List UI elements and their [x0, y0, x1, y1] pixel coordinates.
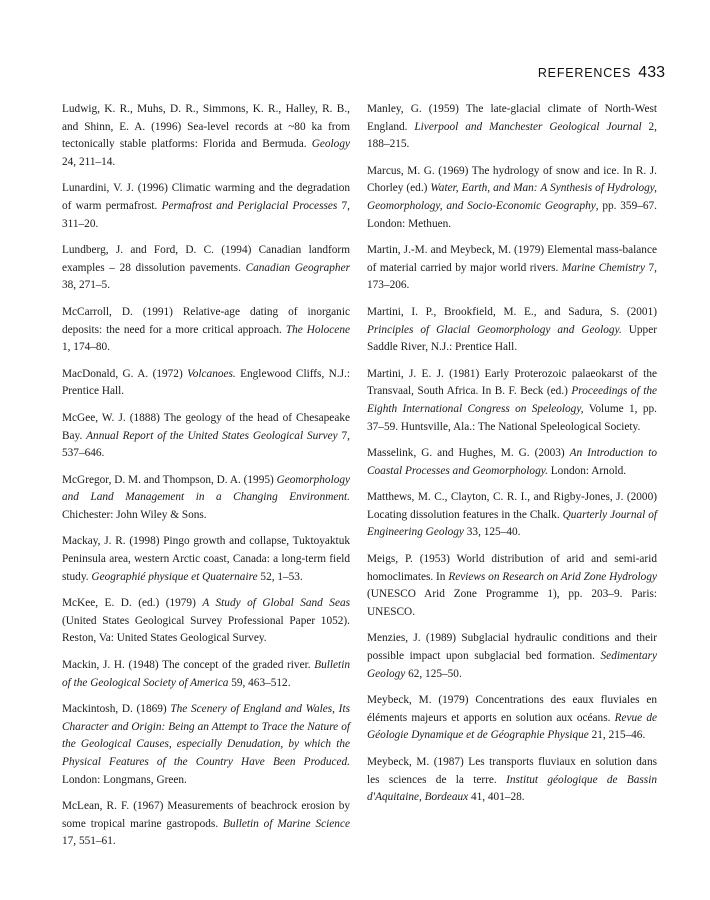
- reference-entry: [367, 163, 657, 233]
- reference-text: Mackay, J. R. (1998) Pingo growth and collapse, Tuktoyaktuk Peninsula area, western Arctic coast, Canada: a long-term field study.: [62, 535, 350, 583]
- page-number: 433: [638, 64, 665, 81]
- reference-text: McCarroll, D. (1991) Relative-age dating of inorganic deposits: the need for a more critical approach.: [62, 305, 350, 336]
- reference-text: Manley, G. (1959) The late-glacial climate of North-West England.: [367, 103, 657, 133]
- reference-text: 1, 174–80.: [62, 341, 111, 354]
- reference-text: Mackintosh, D. (1869): [62, 703, 171, 716]
- reference-title: Principles of Glacial Geomorphology and Geology.: [367, 323, 622, 336]
- reference-text: Meigs, P. (1953) World distribution of arid and semi-arid homoclimates. In: [367, 553, 657, 583]
- reference-text: 38, 271–5.: [62, 279, 111, 292]
- reference-entry: [62, 533, 350, 586]
- reference-text: Mackin, J. H. (1948) The concept of the graded river.: [62, 659, 315, 672]
- reference-text: Menzies, J. (1989) Subglacial hydraulic conditions and their possible impact upon subglacial bed formation.: [367, 632, 657, 663]
- reference-entry: [62, 472, 350, 525]
- reference-title: Revue de Géologie Dynamique et de Géographie Physique: [367, 711, 657, 742]
- reference-entry: [367, 489, 657, 542]
- reference-text: 7, 537–646.: [62, 429, 351, 460]
- reference-title: Water, Earth, and Man: A Synthesis of Hydrology, Geomorphology, and Socio-Economic Geography: [367, 182, 657, 212]
- reference-text: London: Arnold.: [547, 464, 627, 477]
- reference-entry: [367, 304, 657, 357]
- reference-entry: [367, 692, 657, 745]
- reference-text: Martini, I. P., Brookfield, M. E., and Sadura, S. (2001): [367, 305, 657, 318]
- reference-text: Lundberg, J. and Ford, D. C. (1994) Canadian landform examples – 28 dissolution pavements.: [62, 244, 350, 274]
- reference-entry: [62, 595, 350, 648]
- reference-text: Lunardini, V. J. (1996) Climatic warming and the degradation of warm permafrost.: [62, 182, 350, 212]
- reference-text: 17, 551–61.: [62, 835, 116, 848]
- reference-title: Sedimentary Geology: [367, 650, 657, 680]
- reference-text: Marcus, M. G. (1969) The hydrology of snow and ice. In R. J. Chorley (ed.): [367, 164, 657, 195]
- reference-title: Marine Chemistry: [561, 261, 646, 274]
- running-header: [538, 64, 665, 82]
- reference-entry: [367, 101, 657, 154]
- reference-entry: [62, 410, 350, 463]
- reference-entry: [62, 101, 350, 171]
- reference-title: Geomorphology and Land Management in a Changing Environment.: [62, 473, 351, 504]
- reference-text: 41, 401–28.: [468, 791, 525, 804]
- reference-title: A Study of Global Sand Seas: [202, 597, 351, 610]
- reference-title: Permafrost and Periglacial Processes: [161, 199, 338, 212]
- reference-title: Quarterly Journal of Engineering Geology: [367, 508, 657, 539]
- reference-text: McKee, E. D. (ed.) (1979): [62, 597, 203, 610]
- reference-title: Geology: [311, 138, 350, 151]
- reference-text: London: Longmans, Green.: [62, 773, 187, 786]
- reference-title: Annual Report of the United States Geological Survey: [86, 429, 338, 442]
- reference-title: Institut géologique de Bassin d'Aquitaine, Bordeaux: [367, 773, 657, 804]
- reference-entry: [62, 366, 350, 401]
- reference-text: 2, 188–215.: [367, 120, 657, 151]
- reference-title: The Holocene: [285, 323, 350, 336]
- reference-text: 21, 215–46.: [588, 729, 646, 742]
- reference-title: Volcanoes.: [187, 367, 236, 380]
- reference-title: Proceedings of the Eighth International Congress on Speleology,: [367, 385, 657, 415]
- reference-title: Bulletin of Marine Science: [223, 817, 350, 830]
- reference-text: McGregor, D. M. and Thompson, D. A. (1995): [62, 473, 277, 486]
- reference-text: 62, 125–50.: [405, 667, 462, 680]
- reference-text: 52, 1–53.: [257, 570, 303, 583]
- reference-entry: [62, 798, 350, 851]
- reference-title: Canadian Geographer: [245, 261, 350, 274]
- references-left-column: [62, 101, 350, 860]
- reference-entry: [367, 366, 657, 436]
- reference-entry: [367, 754, 657, 807]
- reference-text: Martin, J.-M. and Meybeck, M. (1979) Elemental mass-balance of material carried by major world rivers.: [367, 244, 657, 274]
- reference-entry: [367, 630, 657, 683]
- reference-title: Geographié physique et Quaternaire: [91, 570, 258, 583]
- reference-text: Upper Saddle River, N.J.: Prentice Hall.: [367, 323, 657, 354]
- reference-title: An Introduction to Coastal Processes and Geomorphology.: [367, 447, 657, 477]
- reference-text: 24, 211–14.: [62, 155, 116, 168]
- reference-text: Meybeck, M. (1979) Concentrations des eaux fluviales en éléments majeurs et apports en solution aux océans.: [367, 694, 657, 724]
- reference-title: Liverpool and Manchester Geological Journal: [414, 120, 642, 133]
- reference-text: 7, 311–20.: [62, 199, 350, 230]
- reference-text: Ludwig, K. R., Muhs, D. R., Simmons, K. R., Halley, R. B., and Shinn, E. A. (1996) Sea-level records at ~80 ka from tectonically stable platforms: Florida and Bermuda.: [62, 103, 350, 151]
- reference-entry: [367, 551, 657, 621]
- references-right-column: [367, 101, 657, 816]
- reference-entry: [367, 242, 657, 295]
- reference-title: The Scenery of England and Wales, Its Character and Origin: Being an Attempt to Trace the Nature of the Geological Causes, especially Denudation, by which the Physical Features of the Country Have Been Produced.: [62, 703, 350, 768]
- reference-text: Matthews, M. C., Clayton, C. R. I., and Rigby-Jones, J. (2000) Locating dissolution features in the Chalk.: [367, 491, 657, 521]
- reference-entry: [62, 701, 350, 789]
- reference-text: Meybeck, M. (1987) Les transports fluviaux en solution dans les sciences de la terre.: [367, 756, 657, 786]
- reference-title: Reviews on Research on Arid Zone Hydrology: [448, 570, 657, 583]
- reference-text: McGee, W. J. (1888) The geology of the head of Chesapeake Bay.: [62, 411, 350, 442]
- reference-text: MacDonald, G. A. (1972): [62, 367, 188, 380]
- reference-text: Chichester: John Wiley & Sons.: [62, 508, 207, 521]
- reference-text: McLean, R. F. (1967) Measurements of beachrock erosion by some tropical marine gastropods.: [62, 800, 350, 830]
- reference-text: Volume 1, pp. 37–59. Huntsville, Ala.: The National Speleological Society.: [367, 402, 657, 433]
- reference-entry: [62, 242, 350, 295]
- reference-text: 59, 463–512.: [228, 676, 291, 689]
- reference-entry: [62, 180, 350, 233]
- section-title: REFERENCES: [537, 66, 632, 80]
- reference-text: Masselink, G. and Hughes, M. G. (2003): [367, 447, 570, 460]
- reference-text: , pp. 359–67. London: Methuen.: [367, 199, 657, 230]
- reference-entry: [62, 657, 350, 692]
- reference-text: Martini, J. E. J. (1981) Early Proterozoic palaeokarst of the Transvaal, South Africa. In B. F. Beck (ed.): [367, 367, 657, 398]
- reference-entry: [62, 304, 350, 357]
- reference-text: (United States Geological Survey Professional Paper 1052). Reston, Va: United States Geological Survey.: [62, 614, 350, 645]
- reference-entry: [367, 445, 657, 480]
- reference-text: Englewood Cliffs, N.J.: Prentice Hall.: [62, 367, 350, 398]
- reference-title: Bulletin of the Geological Society of America: [62, 659, 350, 689]
- reference-text: 7, 173–206.: [367, 261, 658, 292]
- reference-text: 33, 125–40.: [463, 526, 521, 539]
- reference-text: (UNESCO Arid Zone Programme 1), pp. 203–9. Paris: UNESCO.: [367, 588, 657, 618]
